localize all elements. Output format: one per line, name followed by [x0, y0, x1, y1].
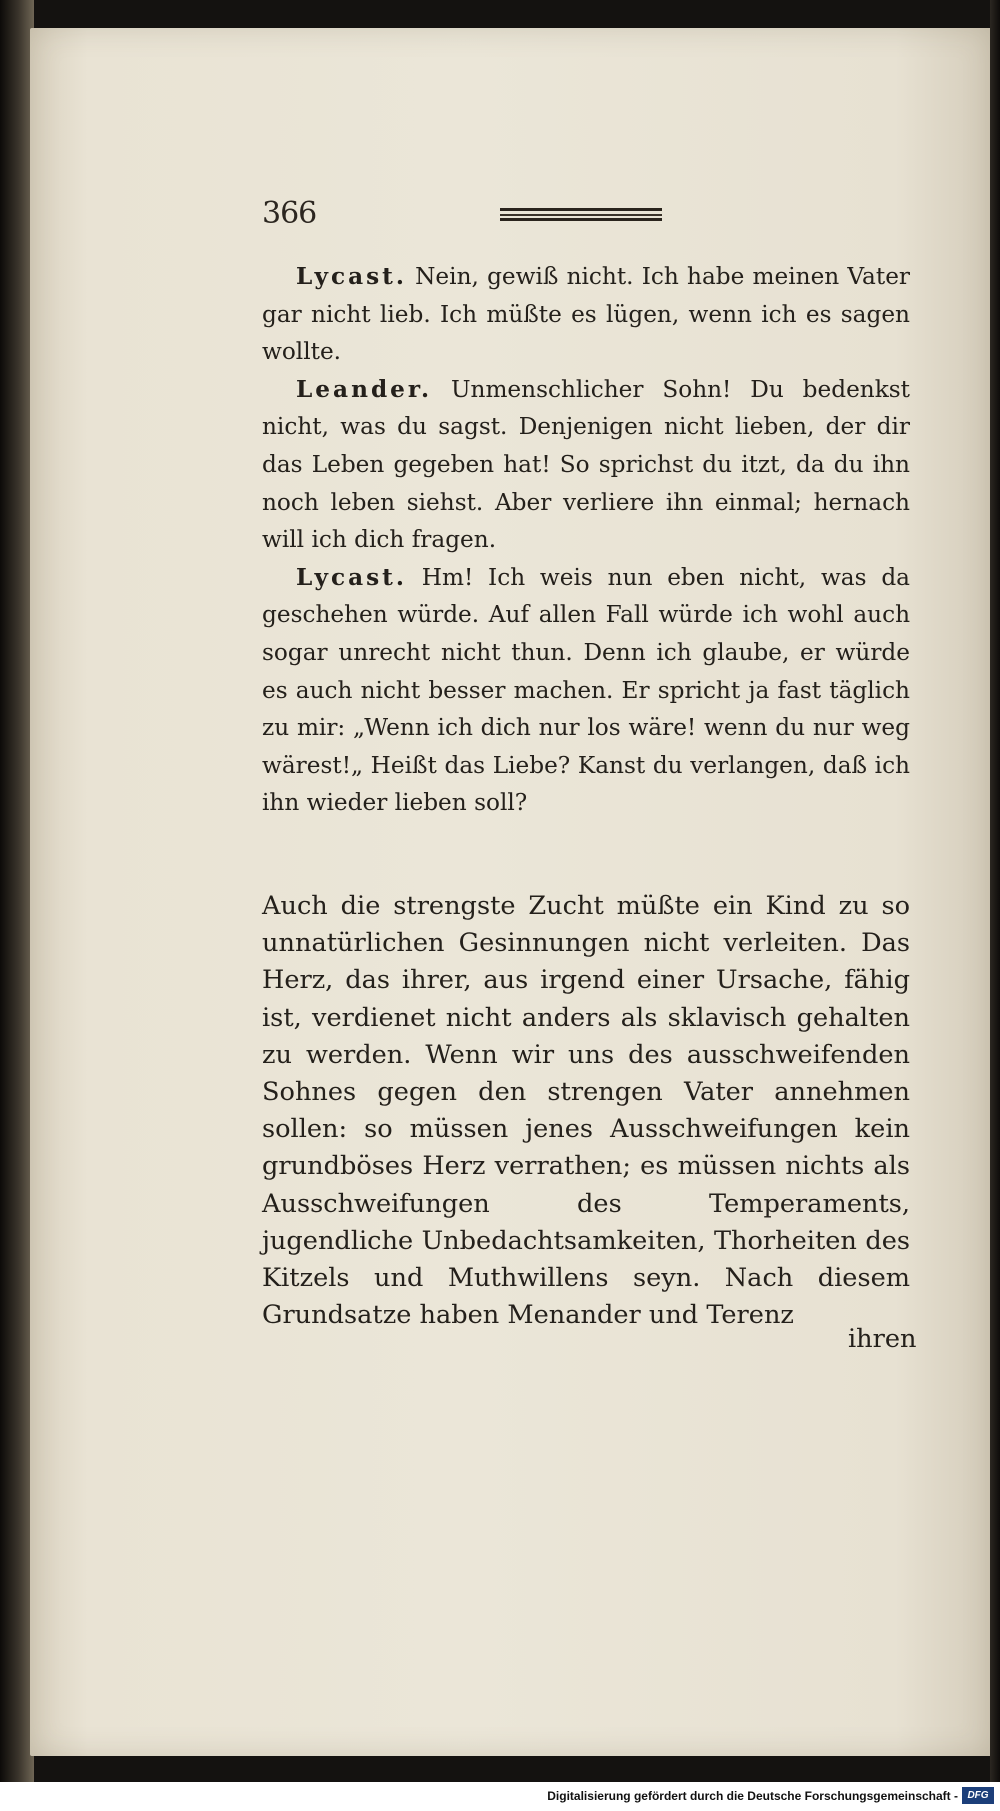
book-spine: [0, 0, 34, 1811]
speaker-name: Lycast.: [296, 563, 407, 591]
speaker-name: Leander.: [296, 375, 433, 403]
dialogue-text: Hm! Ich weis nun eben nicht, was da geschehen würde. Auf allen Fall würde ich wohl auch sogar unrecht nicht thun. Denn ich glaube, er würde es auch nicht besser machen. Er spricht ja fast täglich zu mir: „Wenn ich dich nur los wäre! wenn du nur weg wärest!„ Heißt das Liebe? Kanst du verlangen, daß ich ihn wieder lieben soll?: [262, 563, 910, 817]
funding-credit: Digitalisierung gefördert durch die Deutsche Forschungsgemeinschaft -: [547, 1789, 958, 1803]
commentary-paragraph: [262, 888, 910, 1334]
dialogue-line: [262, 559, 910, 822]
dialogue-line: [262, 371, 910, 559]
dialogue-line: [262, 258, 910, 371]
dfg-logo-icon: DFG: [962, 1787, 994, 1804]
commentary-text: Auch die strengste Zucht müßte ein Kind zu so unnatürlichen Gesinnungen nicht verleiten. Das Herz, das ihrer, aus irgend einer Ursache, fähig ist, verdienet nicht anders als sklavisch gehalten zu werden. Wenn wir uns des ausschweifenden Sohnes gegen den strengen Vater annehmen sollen: so müssen jenes Ausschweifungen kein grundböses Herz verrathen; es müssen nichts als Ausschweifungen des Temperaments, jugendliche Unbedachtsamkeiten, Thorheiten des Kitzels und Muthwillens seyn. Nach diesem Grundsatze haben Menander und Terenz: [262, 891, 910, 1331]
header-rule: [500, 208, 662, 221]
dialogue-text: Unmenschlicher Sohn! Du bedenkst nicht, was du sagst. Denjenigen nicht lieben, der dir das Leben gegeben hat! So sprichst du itzt, da du ihn noch leben siehst. Aber verliere ihn einmal; hernach will ich dich fragen.: [262, 375, 911, 554]
digitization-footer: [0, 1782, 1000, 1811]
speaker-name: Lycast.: [296, 263, 407, 290]
dialogue-block: [262, 258, 910, 822]
catchword: ihren: [848, 1324, 917, 1354]
dialogue-text: Nein, gewiß nicht. Ich habe meinen Vater gar nicht lieb. Ich müßte es lügen, wenn ich es sagen wollte.: [262, 263, 910, 366]
page-edge: [990, 0, 1000, 1811]
page-number: 366: [262, 196, 317, 231]
